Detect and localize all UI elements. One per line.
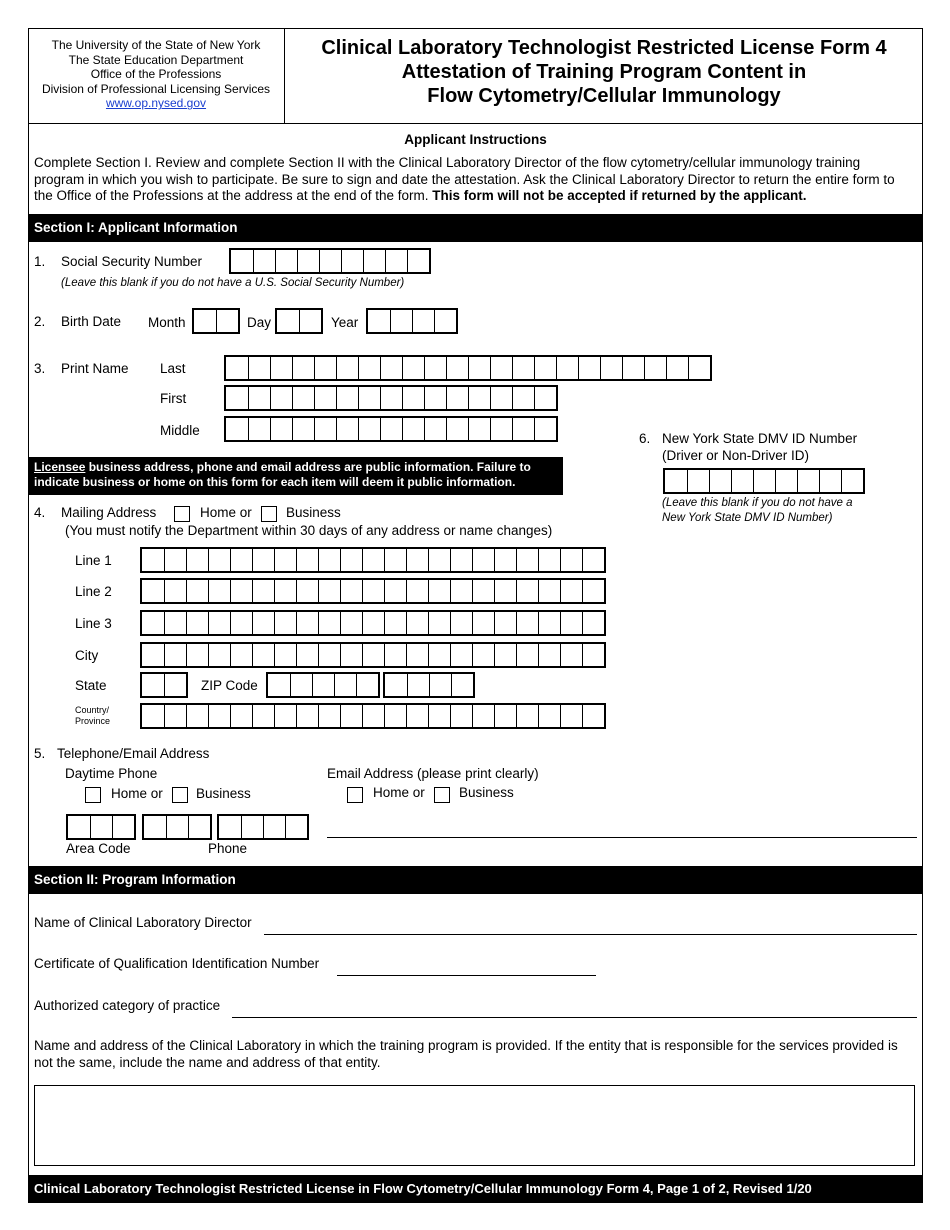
address-num: 4. xyxy=(34,505,46,520)
licensee-word: Licensee xyxy=(34,460,86,474)
dmv-num: 6. xyxy=(639,431,651,446)
state-input[interactable] xyxy=(140,672,188,698)
email-home-checkbox[interactable] xyxy=(347,787,363,803)
birth-month-input[interactable] xyxy=(192,308,240,334)
ssn-note: (Leave this blank if you do not have a U.S. Social Security Number) xyxy=(61,277,405,289)
email-input-line[interactable] xyxy=(327,837,917,838)
birth-month-label: Month xyxy=(148,315,186,330)
dmv-label: New York State DMV ID Number xyxy=(662,431,858,446)
phone-prefix-input[interactable] xyxy=(142,814,212,840)
country-label-line1: Country/ xyxy=(75,705,110,715)
zip-label: ZIP Code xyxy=(201,678,258,693)
lab-info-textarea[interactable] xyxy=(34,1085,915,1166)
email-business-label: Business xyxy=(459,785,514,800)
lab-info-label: Name and address of the Clinical Laboratory in which the training program is provided. If the entity that is responsible for the services provided is not the same, include the name and address of that entity. xyxy=(34,1038,898,1070)
category-input-line[interactable] xyxy=(232,1017,917,1018)
ssn-label: Social Security Number xyxy=(61,254,203,269)
address-change-note: (You must notify the Department within 30 days of any address or name changes) xyxy=(65,523,553,538)
address-line3-input[interactable] xyxy=(140,610,606,636)
first-name-label: First xyxy=(160,391,187,406)
address-home-checkbox[interactable] xyxy=(174,506,190,522)
phone-line-input[interactable] xyxy=(217,814,309,840)
address-business-label: Business xyxy=(286,505,341,520)
contact-num: 5. xyxy=(34,746,46,761)
director-input-line[interactable] xyxy=(264,934,917,935)
phone-home-checkbox[interactable] xyxy=(85,787,101,803)
dmv-input[interactable] xyxy=(663,468,865,494)
address-line2-input[interactable] xyxy=(140,578,606,604)
phone-business-label: Business xyxy=(196,786,251,801)
director-label: Name of Clinical Laboratory Director xyxy=(34,915,252,930)
certificate-input-line[interactable] xyxy=(337,975,596,976)
last-name-label: Last xyxy=(160,361,186,376)
instructions-body xyxy=(34,155,914,205)
area-code-input[interactable] xyxy=(66,814,136,840)
address-home-label: Home or xyxy=(200,505,252,520)
last-name-input[interactable] xyxy=(224,355,712,381)
title-line: Clinical Laboratory Technologist Restricted License Form 4 xyxy=(321,37,887,59)
name-num: 3. xyxy=(34,361,46,376)
address-label: Mailing Address xyxy=(61,505,157,520)
phone-label: Phone xyxy=(208,841,248,856)
title-line: Attestation of Training Program Content in xyxy=(401,61,807,83)
birth-year-input[interactable] xyxy=(366,308,458,334)
agency-line: Office of the Professions xyxy=(90,67,222,82)
title-line: Flow Cytometry/Cellular Immunology xyxy=(427,85,781,107)
dmv-note-line2: New York State DMV ID Number) xyxy=(662,512,833,524)
country-input[interactable] xyxy=(140,703,606,729)
birth-day-label: Day xyxy=(247,315,272,330)
zip-input[interactable] xyxy=(266,672,380,698)
line1-label: Line 1 xyxy=(75,553,112,568)
agency-block xyxy=(28,28,285,124)
country-label xyxy=(75,705,110,727)
middle-name-input[interactable] xyxy=(224,416,558,442)
form-title xyxy=(285,28,923,124)
state-label: State xyxy=(75,678,107,693)
address-business-checkbox[interactable] xyxy=(261,506,277,522)
country-label-line2: Province xyxy=(75,716,111,726)
city-input[interactable] xyxy=(140,642,606,668)
email-label: Email Address (please print clearly) xyxy=(327,766,539,781)
section1-header: Section I: Applicant Information xyxy=(28,214,923,242)
contact-label: Telephone/Email Address xyxy=(57,746,210,761)
email-business-checkbox[interactable] xyxy=(434,787,450,803)
instructions-warning: This form will not be accepted if returned by the applicant. xyxy=(432,188,807,203)
dmv-note-line1: (Leave this blank if you do not have a xyxy=(662,497,853,509)
address-line1-input[interactable] xyxy=(140,547,606,573)
agency-line: The University of the State of New York xyxy=(51,38,261,52)
zip-ext-input[interactable] xyxy=(383,672,475,698)
notice-line2: indicate business or home on this form for each item will deem it public information. xyxy=(34,475,516,489)
category-label: Authorized category of practice xyxy=(34,998,221,1013)
middle-name-label: Middle xyxy=(160,423,200,438)
section2-header: Section II: Program Information xyxy=(28,866,923,894)
name-label: Print Name xyxy=(61,361,129,376)
line2-label: Line 2 xyxy=(75,584,112,599)
instructions-text: Complete Section I. Review and complete Section II with the Clinical Laboratory Director of the flow cytometry/cellular immunology training program in which you wish to participate. Be sure to sign and date the attestation. Ask the Clinical Laboratory Director to return the entire form to the Office of the Professions at the address at the end of the form. xyxy=(34,155,895,203)
birth-num: 2. xyxy=(34,314,46,329)
daytime-phone-label: Daytime Phone xyxy=(65,766,158,781)
agency-line: The State Education Department xyxy=(68,52,244,67)
certificate-label: Certificate of Qualification Identification Number xyxy=(34,956,320,971)
birth-label: Birth Date xyxy=(61,314,122,329)
area-code-label: Area Code xyxy=(66,841,131,856)
agency-line: Division of Professional Licensing Services xyxy=(41,81,271,96)
city-label: City xyxy=(75,648,99,663)
dmv-sublabel: (Driver or Non-Driver ID) xyxy=(662,448,810,463)
birth-day-input[interactable] xyxy=(275,308,323,334)
instructions-heading: Applicant Instructions xyxy=(404,132,547,147)
form-footer: Clinical Laboratory Technologist Restricted License in Flow Cytometry/Cellular Immunology Form 4, Page 1 of 2, Revised 1/20 xyxy=(28,1175,923,1203)
birth-year-label: Year xyxy=(331,315,359,330)
ssn-input[interactable] xyxy=(229,248,431,274)
first-name-input[interactable] xyxy=(224,385,558,411)
line3-label: Line 3 xyxy=(75,616,112,631)
public-info-notice xyxy=(28,457,563,495)
ssn-num: 1. xyxy=(34,254,46,269)
email-home-label: Home or xyxy=(373,785,425,800)
notice-line1: business address, phone and email address are public information. Failure to xyxy=(85,460,531,474)
phone-business-checkbox[interactable] xyxy=(172,787,188,803)
phone-home-label: Home or xyxy=(111,786,163,801)
website-link[interactable]: www.op.nysed.gov xyxy=(105,96,207,111)
